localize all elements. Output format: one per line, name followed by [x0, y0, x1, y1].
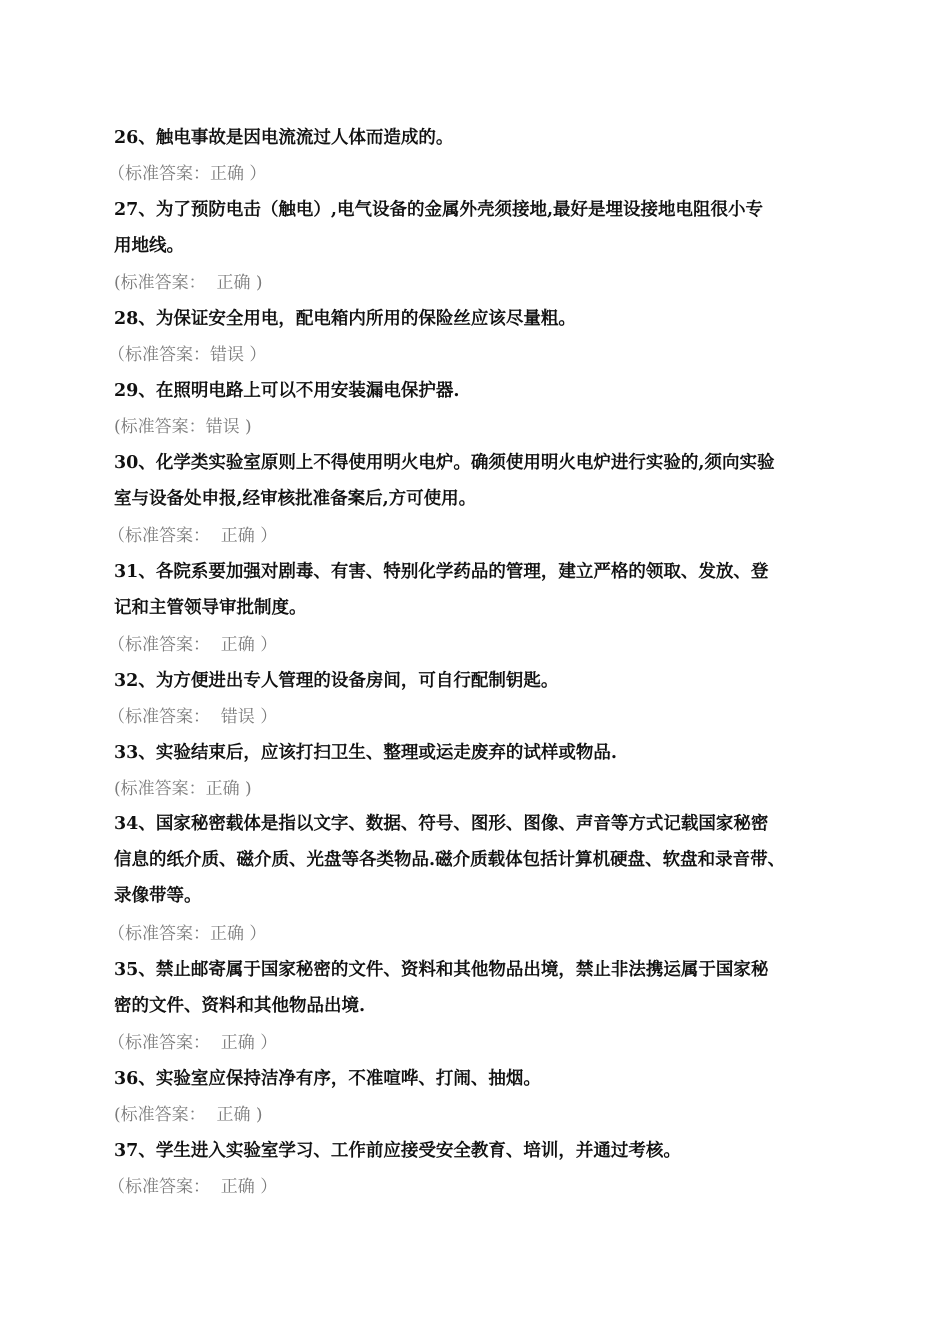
question-line: 录像带等。: [114, 886, 202, 906]
question-33: [114, 735, 854, 771]
question-line: 29、在照明电路上可以不用安装漏电保护器.: [114, 381, 460, 401]
answer-32: （标准答案： 错误 ）: [108, 707, 278, 727]
question-line: 34、国家秘密载体是指以文字、数据、符号、图形、图像、声音等方式记载国家秘密: [114, 814, 769, 834]
question-line: 37、学生进入实验室学习、工作前应接受安全教育、培训，并通过考核。: [114, 1141, 681, 1161]
question-line: 28、为保证安全用电，配电箱内所用的保险丝应该尽量粗。: [114, 309, 576, 329]
question-line: 密的文件、资料和其他物品出境.: [114, 996, 366, 1016]
question-line: 30、化学类实验室原则上不得使用明火电炉。确须使用明火电炉进行实验的,须向实验: [114, 453, 775, 473]
question-26: [114, 120, 854, 156]
question-line: 33、实验结束后，应该打扫卫生、整理或运走废弃的试样或物品.: [114, 743, 617, 763]
question-27: [114, 192, 854, 264]
question-line: 记和主管领导审批制度。: [114, 598, 307, 618]
question-34: [114, 806, 854, 914]
answer-27: (标准答案： 正确 ): [114, 273, 263, 293]
question-line: 27、为了预防电击（触电）,电气设备的金属外壳须接地,最好是埋设接地电阻很小专: [114, 200, 764, 220]
answer-36: (标准答案： 正确 ): [114, 1105, 263, 1125]
answer-37: （标准答案： 正确 ）: [108, 1177, 278, 1197]
answer-31: （标准答案： 正确 ）: [108, 635, 278, 655]
question-37: [114, 1133, 854, 1169]
question-35: [114, 952, 854, 1024]
question-32: [114, 663, 854, 699]
answer-29: (标准答案：错误 ): [114, 417, 252, 437]
question-line: 36、实验室应保持洁净有序，不准喧哗、打闹、抽烟。: [114, 1069, 541, 1089]
answer-28: （标准答案：错误 ）: [108, 345, 267, 365]
question-line: 35、禁止邮寄属于国家秘密的文件、资料和其他物品出境，禁止非法携运属于国家秘: [114, 960, 769, 980]
answer-26: （标准答案：正确 ）: [108, 164, 267, 184]
question-line: 信息的纸介质、磁介质、光盘等各类物品.磁介质载体包括计算机硬盘、软盘和录音带、: [114, 850, 786, 870]
question-31: [114, 554, 854, 626]
question-line: 用地线。: [114, 236, 184, 256]
question-30: [114, 445, 854, 517]
question-28: [114, 301, 854, 337]
question-line: 32、为方便进出专人管理的设备房间，可自行配制钥匙。: [114, 671, 559, 691]
answer-30: （标准答案： 正确 ）: [108, 526, 278, 546]
answer-35: （标准答案： 正确 ）: [108, 1033, 278, 1053]
question-line: 室与设备处申报,经审核批准备案后,方可使用。: [114, 489, 477, 509]
answer-34: （标准答案：正确 ）: [108, 924, 267, 944]
question-36: [114, 1061, 854, 1097]
question-line: 26、触电事故是因电流流过人体而造成的。: [114, 128, 454, 148]
answer-33: (标准答案：正确 ): [114, 779, 252, 799]
question-29: [114, 373, 854, 409]
question-line: 31、各院系要加强对剧毒、有害、特别化学药品的管理，建立严格的领取、发放、登: [114, 562, 769, 582]
